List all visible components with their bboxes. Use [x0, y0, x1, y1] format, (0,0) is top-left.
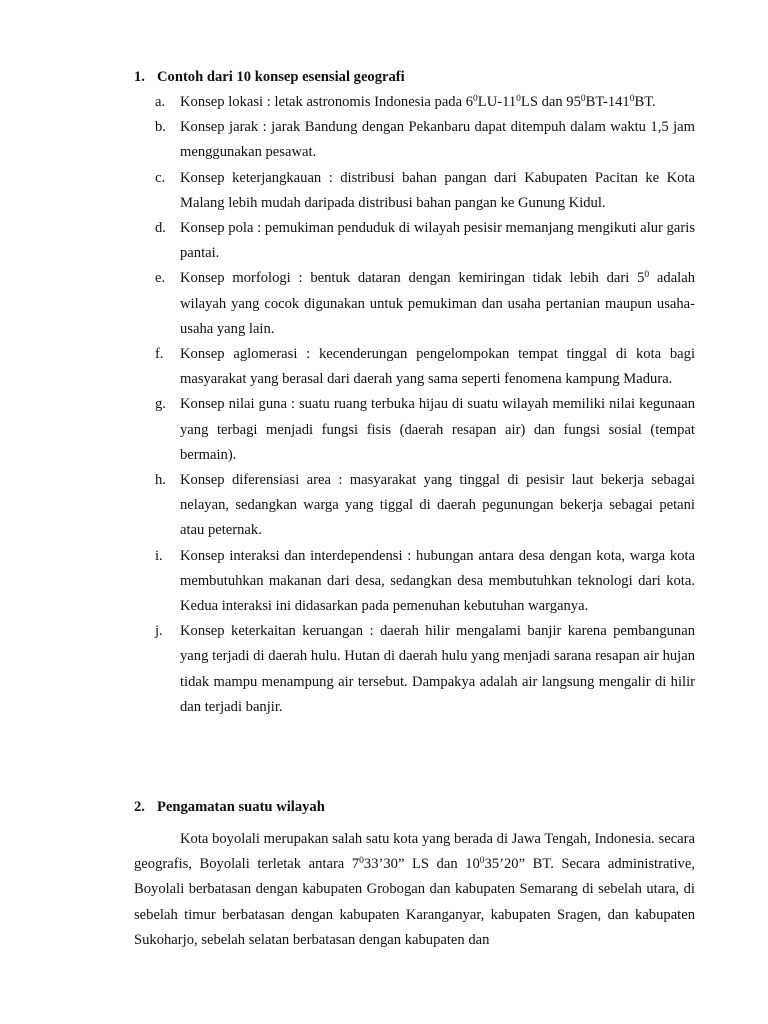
degree-mark: 0 — [516, 94, 521, 104]
list-item-text: Konsep jarak : jarak Bandung dengan Pekanbaru dapat ditempuh dalam waktu 1,5 jam menggunakan pesawat. — [180, 119, 695, 161]
list-item — [155, 468, 695, 544]
section-2-title: Pengamatan suatu wilayah — [157, 799, 325, 815]
list-item-letter: e. — [155, 270, 166, 287]
section-1-title: Contoh dari 10 konsep esensial geografi — [157, 69, 405, 85]
list-item-text: Konsep keterjangkauan : distribusi bahan pangan dari Kabupaten Pacitan ke Kota Malang lebih mudah daripada distribusi bahan pangan ke Gunung Kidul. — [180, 169, 695, 211]
list-item-text: Konsep pola : pemukiman penduduk di wilayah pesisir memanjang mengikuti alur garis pantai. — [180, 220, 695, 262]
list-item — [155, 619, 695, 720]
concept-list — [155, 90, 695, 720]
degree-mark: 0 — [479, 856, 485, 867]
list-item-text: Konsep lokasi : letak astronomis Indonesia pada $6^0LU-11^0LS$ dan $95^0BT-141^0BT$. — [180, 94, 656, 110]
section-2-number: 2. — [134, 799, 145, 815]
list-item-text: Konsep morfologi : bentuk dataran dengan kemiringan tidak lebih dari $5^0$ adalah wilayah yang cocok digunakan untuk pemukiman dan usaha pertanian maupun usaha-usaha yang lain. — [180, 270, 695, 337]
list-item-text: Konsep keterkaitan keruangan : daerah hilir mengalami banjir karena pembangunan yang terjadi di daerah hulu. Hutan di daerah hulu yang menjadi sarana resapan air hujan tidak mampu menampung air tersebut. Dampakya adalah air langsung mengalir di hilir dan terjadi banjir. — [180, 623, 695, 715]
list-item-letter: a. — [155, 94, 166, 110]
list-item — [155, 392, 695, 468]
list-item-text: Konsep interaksi dan interdependensi : hubungan antara desa dengan kota, warga kota membutuhkan makanan dari desa, sedangkan desa membutuhkan teknologi dari kota. Kedua interaksi ini didasarkan pada pemenuhan kebutuhan warganya. — [180, 547, 695, 615]
list-item-letter: d. — [155, 220, 166, 237]
section-1-number: 1. — [134, 69, 145, 85]
section-2-heading — [134, 795, 325, 820]
list-item-text: Konsep diferensiasi area : masyarakat yang tinggal di pesisir laut bekerja sebagai nelayan, sedangkan warga yang tiggal di daerah pegunungan bekerja sebagai petani atau peternak. — [180, 472, 695, 539]
degree-mark: 0 — [644, 270, 650, 281]
list-item-letter: h. — [155, 472, 166, 489]
list-item — [155, 342, 695, 392]
list-item — [155, 115, 695, 165]
degree-mark: 0 — [580, 94, 586, 104]
list-item-letter: c. — [155, 169, 166, 186]
list-item — [155, 216, 695, 266]
list-item-letter: i. — [155, 547, 163, 564]
section-1-heading — [134, 65, 405, 90]
list-item-letter: j. — [155, 623, 163, 640]
list-item — [155, 544, 695, 620]
list-item-letter: f. — [155, 346, 164, 363]
list-item — [155, 266, 695, 342]
list-item — [155, 166, 695, 216]
degree-mark: 0 — [629, 94, 635, 104]
list-item-letter: g. — [155, 396, 166, 413]
list-item — [155, 90, 695, 115]
list-item-letter: b. — [155, 119, 166, 136]
section-2-paragraph: Kota boyolali merupakan salah satu kota yang berada di Jawa Tengah, Indonesia. secara geografis, Boyolali terletak antara $7^033’30$” LS dan $10^035’20$” BT. Secara administrative, Boyolali berbatasan dengan kabupaten Grobogan dan kabupaten Semarang di sebelah utara, di sebelah timur berbatasan dengan kabupaten Karanganyar, kabupaten Sragen, dan kabupaten Sukoharjo, sebelah selatan berbatasan dengan kabupaten dan — [134, 831, 695, 948]
degree-mark: 0 — [473, 94, 478, 104]
degree-mark: 0 — [359, 856, 364, 867]
list-item-text: Konsep nilai guna : suatu ruang terbuka hijau di suatu wilayah memiliki nilai kegunaan yang terbagi menjadi fungsi fisis (daerah resapan air) dan fungsi sosial (tempat bermain). — [180, 396, 695, 463]
list-item-text: Konsep aglomerasi : kecenderungan pengelompokan tempat tinggal di kota bagi masyarakat yang berasal dari daerah yang sama seperti fenomena kampung Madura. — [180, 346, 695, 388]
